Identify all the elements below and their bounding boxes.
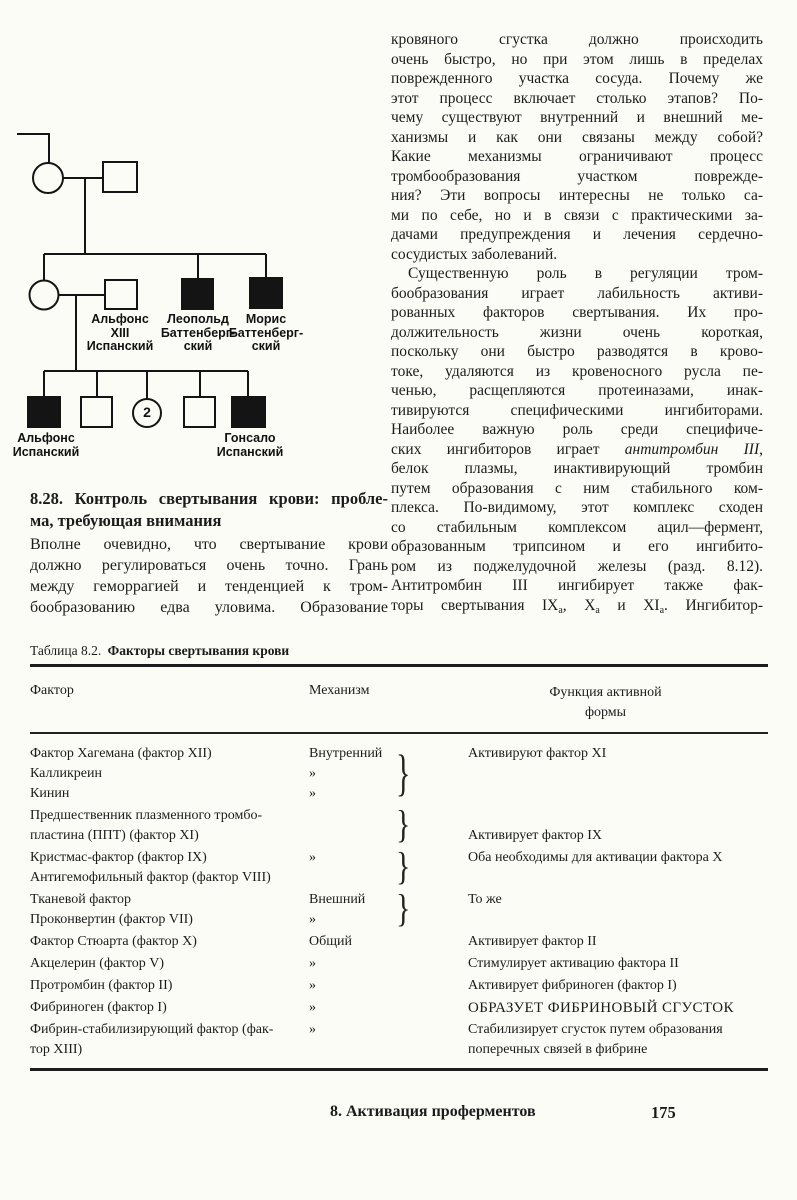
function-cell (443, 744, 768, 804)
cell-line: ОБРАЗУЕТ ФИБРИНОВЫЙ СГУСТОК (468, 1000, 734, 1016)
pedigree-male-unaffected2 (184, 397, 215, 427)
text-line: торы свертывания $IX_а$, $X_а$ и $XI_а$. Ингибитор- (391, 596, 763, 616)
text-line: Испанский (216, 444, 284, 459)
brace-cell (391, 976, 443, 996)
table-row (30, 976, 768, 996)
brace-cell (391, 803, 443, 847)
pedigree-male-unaffected1 (81, 397, 112, 427)
factor-cell (30, 932, 309, 952)
mechanism-cell (309, 744, 391, 804)
right-text-column (391, 30, 763, 615)
factor-cell (30, 1020, 309, 1060)
cell-line: Активирует фибриноген (фактор I) (468, 978, 677, 993)
text-line: Антитромбин III ингибирует также фак- (391, 577, 763, 594)
text-line: чему существуют внутренний и внешний ме- (391, 109, 763, 126)
factor-cell (30, 806, 309, 846)
pedigree-male-affected-gonsalo (232, 397, 265, 427)
function-cell (443, 890, 768, 930)
pedigree-male-affected-alfons (28, 397, 60, 427)
column-header-mechanism: Механизм (309, 683, 370, 698)
text-line: Вполне очевидно, что свертывание крови (30, 536, 388, 553)
text-line: Баттенберг- (160, 325, 236, 340)
mechanism-cell (309, 1020, 391, 1060)
text-line: поскольку они быстро разводятся в крово- (391, 343, 763, 360)
text-line: Леопольд (167, 312, 229, 326)
cell-line: Стабилизирует сгусток путем образования (468, 1022, 723, 1037)
pedigree-label-alfons-xiii (87, 313, 154, 354)
mechanism-cell (309, 998, 391, 1018)
mechanism-cell (309, 806, 391, 846)
brace-cell (391, 1020, 443, 1060)
pedigree-male-alfons13 (105, 280, 137, 309)
brace-cell (391, 998, 443, 1018)
text-line: 8.28. Контроль свертывания крови: пробле- (30, 489, 388, 508)
pedigree-circle-count: 2 (143, 404, 151, 420)
table-row (30, 932, 768, 952)
cell-line: Калликреин (30, 766, 102, 781)
section-heading-8-28 (30, 488, 388, 531)
function-cell (443, 976, 768, 996)
text-line: ский (251, 339, 281, 353)
text-line: тивируются специфическими ингибиторами. (391, 401, 763, 419)
pedigree-label-moris (229, 313, 303, 354)
text-line: этот процесс включает столько этапов? По- (391, 89, 763, 107)
grouping-brace: } (396, 845, 411, 889)
text-line: бообразования играет лабильность активи- (391, 284, 763, 302)
text-line: должительность жизни очень короткая, (391, 323, 763, 341)
text-line: со стабильным комплексом ацил—фермент, (391, 518, 763, 536)
table-row (30, 954, 768, 974)
cell-line: Протромбин (фактор II) (30, 978, 173, 993)
mechanism-cell (309, 848, 391, 888)
cell-line: Предшественник плазменного тромбо- (30, 808, 263, 823)
text-line: ма, требующая внимания (30, 510, 222, 530)
pedigree-label-alfons (13, 432, 80, 459)
text-line: ченью, расщепляются протеиназами, инак- (391, 382, 763, 399)
mechanism-cell (309, 932, 391, 952)
brace-cell (391, 954, 443, 974)
text-line: ский (183, 339, 213, 353)
function-cell (443, 1020, 768, 1060)
brace-cell (391, 887, 443, 931)
cell-line: Акцелерин (фактор V) (30, 956, 165, 971)
text-line: Альфонс (91, 312, 149, 326)
cell-line: поперечных связей в фибрине (468, 1042, 648, 1057)
cell-line: Внутренний (309, 746, 383, 761)
cell-line: Кристмас-фактор (фактор IX) (30, 850, 207, 865)
pedigree-male-affected-leopold (182, 279, 213, 309)
text-line: Существенную роль в регуляции тром- (408, 265, 763, 282)
brace-cell (391, 744, 443, 804)
pedigree-ancestor-branch (17, 134, 49, 163)
cell-line: пластина (ППТ) (фактор XI) (30, 828, 199, 843)
cell-line: тор XIII) (30, 1042, 83, 1057)
text-line: Наиболее важную роль среди специфиче- (391, 421, 763, 438)
text-line: Испанский (86, 339, 154, 353)
function-cell (443, 806, 768, 846)
footer-chapter-title: 8. Активация проферментов (330, 1103, 536, 1120)
pedigree-chart (0, 0, 345, 480)
factor-cell (30, 954, 309, 974)
cell-line: » (309, 956, 316, 971)
cell-line: Общий (309, 934, 352, 949)
text-line: рованных факторов свертывания. Их про- (391, 304, 763, 321)
table-row (30, 845, 768, 889)
brace-cell (391, 845, 443, 889)
factor-cell (30, 890, 309, 930)
text-line: белок плазмы, инактивирующий тромбин (391, 460, 763, 477)
grouping-brace: } (396, 745, 411, 802)
text-line: XIII (110, 325, 130, 340)
cell-line: Фактор Хагемана (фактор XII) (30, 746, 212, 761)
paragraph-clot-questions (391, 30, 763, 264)
text-line: токе, удаляются из кровеносного русла пе- (391, 362, 763, 380)
factor-cell (30, 744, 309, 804)
cell-line: » (309, 786, 316, 801)
cell-line: Фибрин-стабилизирующий фактор (фак- (30, 1022, 274, 1037)
text-line: формы (584, 705, 627, 720)
table-row (30, 887, 768, 931)
function-cell (443, 954, 768, 974)
cell-line: » (309, 766, 316, 781)
function-cell (443, 932, 768, 952)
text-line: Какие механизмы ограничивают процесс (391, 148, 763, 165)
text-line: Альфонс (17, 431, 75, 445)
text-line: ми по себе, но и в связи с практическими за- (391, 206, 763, 224)
cell-line: » (309, 978, 316, 993)
pedigree-female-carrier-gen2 (30, 281, 59, 310)
table-caption (30, 643, 768, 659)
cell-line: » (309, 850, 316, 865)
text-line: тромбообразования участком поврежде- (391, 167, 763, 185)
cell-line: Активируют фактор XI (468, 746, 607, 761)
table-header-row (30, 667, 768, 732)
table-row (30, 1020, 768, 1060)
cell-line: Активирует фактор II (468, 934, 597, 949)
text-line: кровяного сгустка должно происходить (391, 31, 763, 48)
cell-line: Кинин (30, 786, 70, 801)
cell-line: Стимулирует активацию фактора II (468, 956, 679, 971)
brace-cell (391, 932, 443, 952)
mechanism-cell (309, 954, 391, 974)
factor-cell (30, 976, 309, 996)
text-line: ских ингибиторов играет антитромбин III, (391, 440, 763, 458)
text-line: плекса. По-видимому, этот комплекс сходен (391, 499, 763, 516)
text-line: поврежденного участка сосуда. Почему же (391, 70, 763, 87)
function-cell (443, 998, 768, 1018)
table-body (30, 734, 768, 1068)
table-row (30, 803, 768, 847)
text-line: очень быстро, но при этом лишь в пределах (391, 50, 763, 68)
text-line: ром из поджелудочной железы (разд. 8.12). (391, 557, 763, 575)
cell-line: То же (468, 892, 502, 907)
pedigree-male-affected-moris (250, 278, 282, 308)
table-bottom-rule (30, 1068, 768, 1071)
text-line: Баттенберг- (228, 325, 304, 340)
pedigree-lines (0, 0, 345, 480)
text-line: дачами предупреждения и лечения сердечно- (391, 226, 763, 243)
table-caption-prefix: Таблица 8.2. (30, 643, 102, 658)
text-line: путем образования с ним стабильного ком- (391, 479, 763, 497)
cell-line: Фактор Стюарта (фактор X) (30, 934, 197, 949)
mechanism-cell (309, 976, 391, 996)
table-row (30, 998, 768, 1018)
pedigree-female-gen1 (33, 163, 63, 193)
paragraph-regulation (391, 264, 763, 615)
text-line: Гонсало (224, 431, 276, 445)
pedigree-male-gen1 (103, 162, 137, 192)
cell-line: Проконвертин (фактор VII) (30, 912, 193, 927)
column-header-factor: Фактор (30, 683, 74, 698)
text-line: Морис (245, 312, 287, 326)
footer-page-number: 175 (651, 1103, 676, 1122)
cell-line: Активирует фактор IX (468, 828, 603, 843)
text-line: сосудистых заболеваний. (391, 245, 558, 263)
factor-cell (30, 998, 309, 1018)
grouping-brace: } (396, 803, 411, 847)
cell-line: Антигемофильный фактор (фактор VIII) (30, 870, 271, 885)
text-line: между геморрагией и тенденцией к тром- (30, 578, 388, 595)
text-line: Функция активной (549, 685, 662, 700)
text-line: должно регулироваться очень точно. Грань (30, 557, 388, 574)
mechanism-cell (309, 890, 391, 930)
table-8-2 (30, 643, 768, 1071)
cell-line: » (309, 1000, 316, 1015)
cell-line: Внешний (309, 892, 366, 907)
table-row (30, 744, 768, 804)
text-line: ния? Эти вопросы интересны не только са- (391, 187, 763, 204)
function-cell (443, 848, 768, 888)
cell-line: Оба необходимы для активации фактора X (468, 850, 723, 865)
section-body-text (30, 534, 388, 618)
pedigree-label-gonsalo (217, 432, 284, 459)
pedigree-label-leopold (161, 313, 235, 354)
grouping-brace: } (396, 887, 411, 931)
cell-line: » (309, 912, 316, 927)
factor-cell (30, 848, 309, 888)
text-line: образованным трипсином и его ингибито- (391, 538, 763, 555)
text-line: ханизмы и как они связаны между собой? (391, 128, 763, 146)
cell-line: Тканевой фактор (30, 892, 132, 907)
cell-line: » (309, 1022, 316, 1037)
table-caption-title: Факторы свертывания крови (107, 643, 290, 658)
column-header-function (443, 683, 768, 723)
text-line: бообразованию едва уловима. Образование (30, 599, 388, 616)
cell-line: Фибриноген (фактор I) (30, 1000, 167, 1015)
text-line: Испанский (12, 444, 80, 459)
